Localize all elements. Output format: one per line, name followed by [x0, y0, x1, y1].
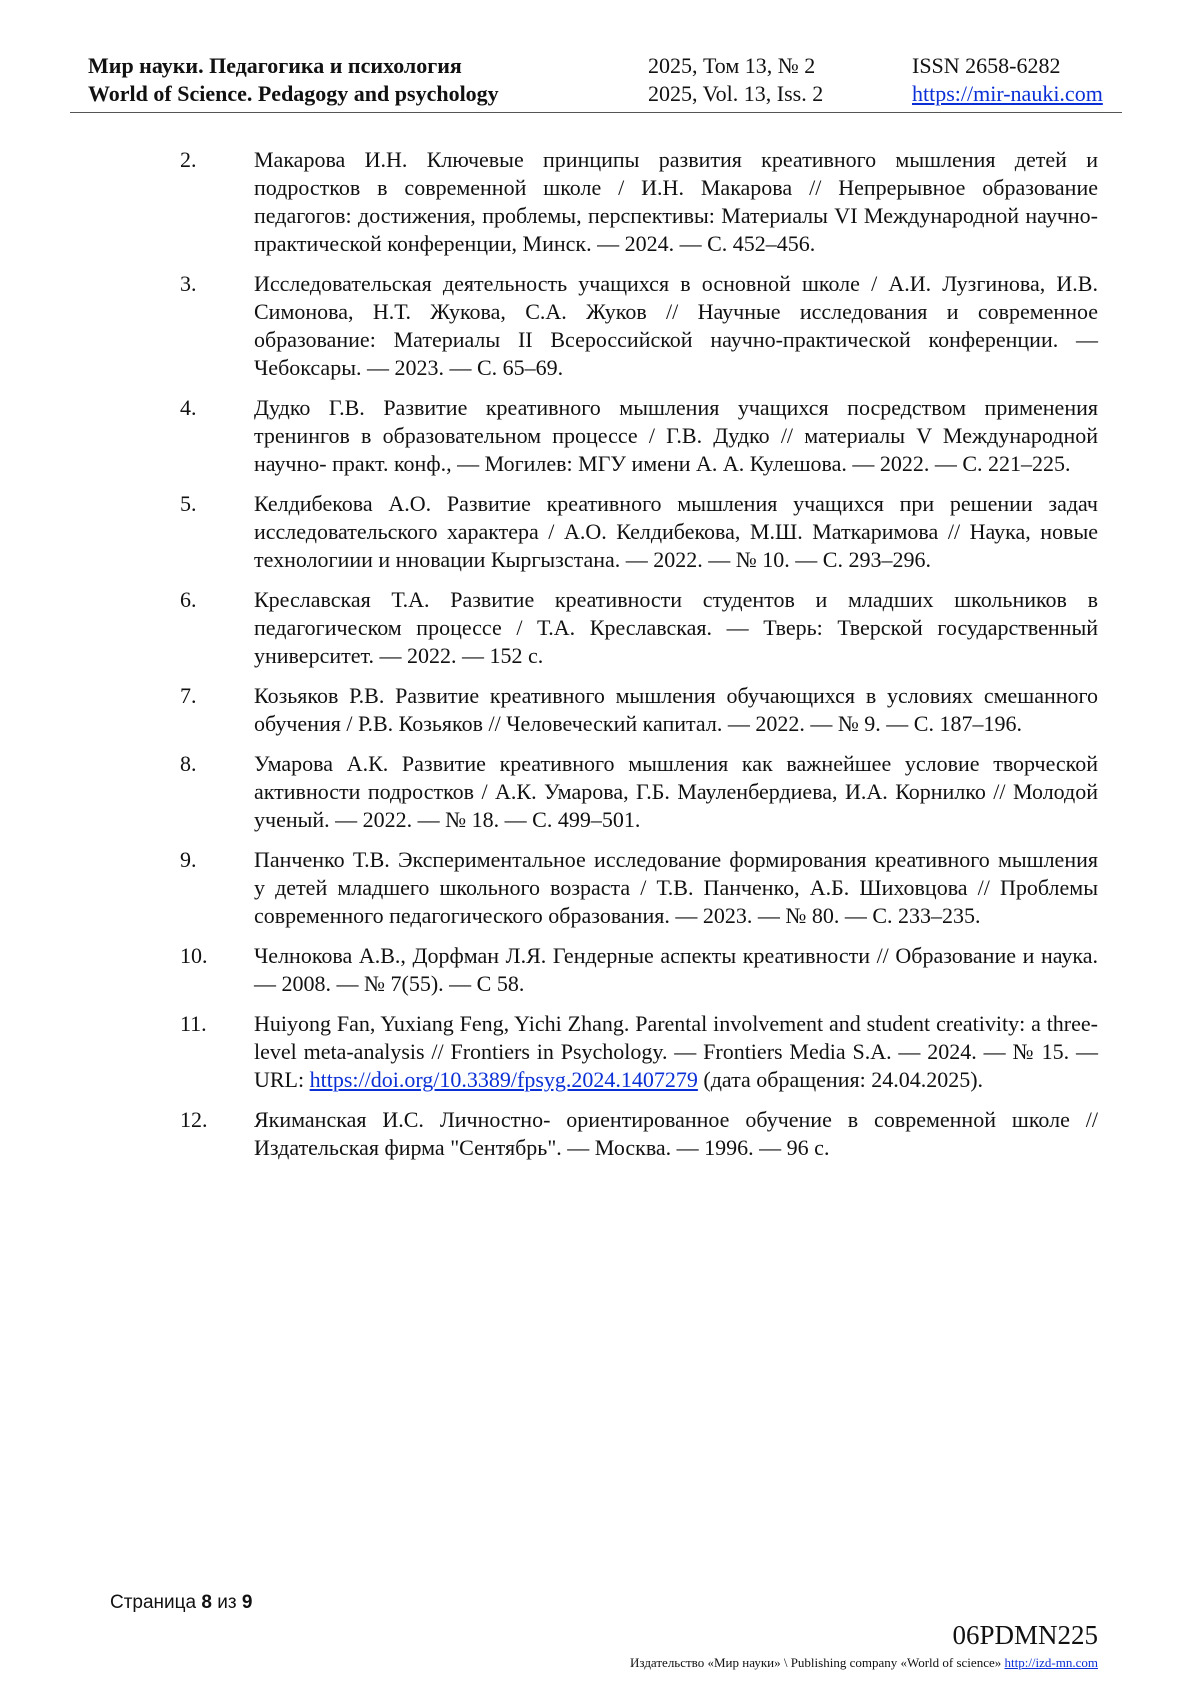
reference-number: 7. — [180, 683, 197, 708]
volume-ru: 2025, Том 13, № 2 — [648, 53, 816, 78]
reference-item — [180, 586, 1098, 670]
reference-text: Умарова А.К. Развитие креативного мышления как важнейшее условие творческой активности подростков / А.К. Умарова, Г.Б. Мауленбердиева, И.А. Корнилко // Молодой ученый. — 2022. — № 18. — С. 499–501. — [254, 751, 1098, 832]
reference-text: Келдибекова А.О. Развитие креативного мышления учащихся при решении задач исследовательского характера / А.О. Келдибекова, М.Ш. Маткаримова // Наука, новые технологиии и нновации Кыргызстана. — 2022. — № 10. — С. 293–296. — [254, 491, 1098, 572]
publisher-line — [630, 1655, 1098, 1671]
publisher-text: Издательство «Мир науки» \ Publishing company «World of science» — [630, 1655, 1002, 1670]
reference-item — [180, 942, 1098, 998]
reference-item — [180, 1010, 1098, 1094]
reference-number: 2. — [180, 147, 197, 172]
reference-number: 3. — [180, 271, 197, 296]
journal-title-ru: Мир науки. Педагогика и психология — [88, 53, 462, 78]
header-divider — [70, 112, 1122, 113]
reference-number: 5. — [180, 491, 197, 516]
reference-item — [180, 270, 1098, 382]
reference-text: Дудко Г.В. Развитие креативного мышления учащихся посредством применения тренингов в образовательном процессе / Г.В. Дудко // материалы V Международной научно- практ. конф., — Могилев: МГУ имени А. А. Кулешова. — 2022. — С. 221–225. — [254, 395, 1098, 476]
reference-item — [180, 750, 1098, 834]
reference-text: Макарова И.Н. Ключевые принципы развития креативного мышления детей и подростков в современной школе / И.Н. Макарова // Непрерывное образование педагогов: достижения, проблемы, перспективы: Материалы VI Международной научно-практической конференции, Минск. — 2024. — С. 452–456. — [254, 147, 1098, 256]
reference-text: Панченко Т.В. Экспериментальное исследование формирования креативного мышления у детей младшего школьного возраста / Т.В. Панченко, А.Б. Шиховцова // Проблемы современного педагогического образования. — 2023. — № 80. — С. 233–235. — [254, 847, 1098, 928]
reference-item — [180, 1106, 1098, 1162]
reference-number: 11. — [180, 1011, 207, 1036]
reference-text: Козьяков Р.В. Развитие креативного мышления обучающихся в условиях смешанного обучения / Р.В. Козьяков // Человеческий капитал. — 2022. — № 9. — С. 187–196. — [254, 683, 1098, 736]
reference-item — [180, 846, 1098, 930]
reference-number: 12. — [180, 1107, 208, 1132]
reference-list — [180, 146, 1098, 1174]
reference-item — [180, 394, 1098, 478]
page-label: Страница — [110, 1592, 197, 1613]
journal-url-link[interactable]: https://mir-nauki.com — [912, 81, 1103, 106]
article-code: 06PDMN225 — [952, 1620, 1098, 1650]
reference-link[interactable]: https://doi.org/10.3389/fpsyg.2024.1407279 — [309, 1067, 698, 1092]
reference-number: 10. — [180, 943, 208, 968]
reference-tail: (дата обращения: 24.04.2025). — [697, 1067, 984, 1092]
page-total: 9 — [241, 1592, 253, 1613]
reference-number: 6. — [180, 587, 197, 612]
reference-number: 4. — [180, 395, 197, 420]
reference-item — [180, 490, 1098, 574]
journal-title-en: World of Science. Pedagogy and psychology — [88, 81, 499, 106]
volume-en: 2025, Vol. 13, Iss. 2 — [648, 81, 824, 106]
page-current: 8 — [201, 1592, 212, 1613]
reference-text: Челнокова А.В., Дорфман Л.Я. Гендерные аспекты креативности // Образование и наука. — 2008. — № 7(55). — С 58. — [254, 943, 1098, 996]
reference-number: 8. — [180, 751, 197, 776]
reference-item — [180, 146, 1098, 258]
publisher-link[interactable]: http://izd-mn.com — [1004, 1655, 1098, 1670]
reference-text: Huiyong Fan, Yuxiang Feng, Yichi Zhang. Parental involvement and student creativity: a three-level meta-analysis // Frontiers in Psychology. — Frontiers Media S.A. — 2024. — № 15. — URL: — [254, 1011, 1098, 1092]
reference-item — [180, 682, 1098, 738]
page-number — [110, 1592, 252, 1614]
reference-text: Якиманская И.С. Личностно- ориентированное обучение в современной школе // Издательская фирма "Сентябрь". — Москва. — 1996. — 96 с. — [254, 1107, 1098, 1160]
reference-text: Креславская Т.А. Развитие креативности студентов и младших школьников в педагогическом процессе / Т.А. Креславская. — Тверь: Тверской государственный университет. — 2022. — 152 с. — [254, 587, 1098, 668]
reference-text: Исследовательская деятельность учащихся в основной школе / А.И. Лузгинова, И.В. Симонова, Н.Т. Жукова, С.А. Жуков // Научные исследования и современное образование: Материалы II Всероссийской научно-практической конференции. — Чебоксары. — 2023. — С. 65–69. — [254, 271, 1098, 380]
reference-number: 9. — [180, 847, 197, 872]
page-of: из — [217, 1592, 237, 1613]
issn: ISSN 2658-6282 — [912, 53, 1061, 78]
